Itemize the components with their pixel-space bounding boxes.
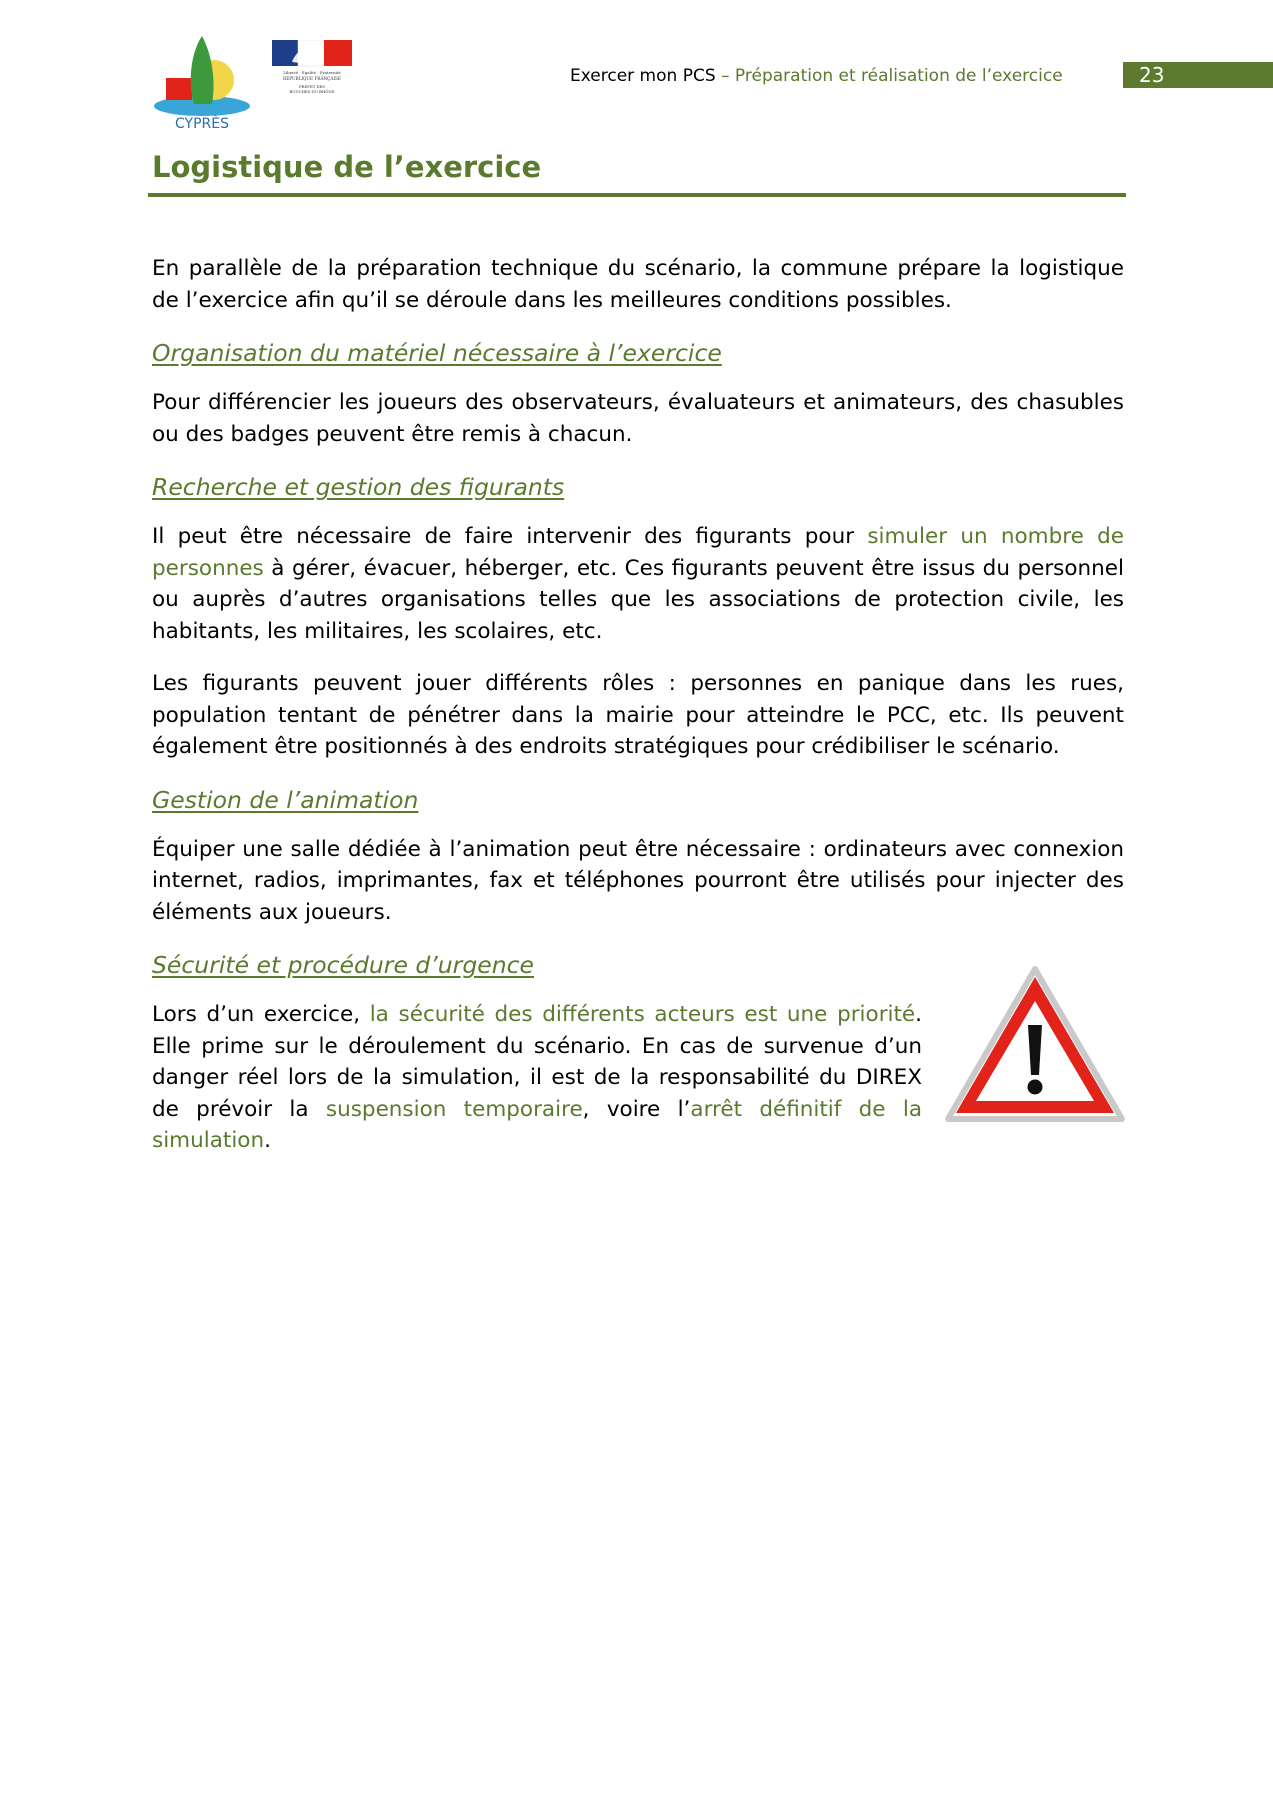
cypres-logo xyxy=(150,34,255,130)
svg-text:RÉPUBLIQUE FRANÇAISE: RÉPUBLIQUE FRANÇAISE xyxy=(283,76,341,81)
securite-paragraph: Lors d’un exercice, la sécurité des différents acteurs est une priorité. Elle prime sur le déroulement du scénario. En cas de survenue d’un danger réel lors de la simulation, il est de la responsabilité du DIREX de prévoir la suspension temporaire, voire l’arrêt définitif de la simulation. xyxy=(152,1002,923,1153)
figurants-paragraph-1: Il peut être nécessaire de faire intervenir des figurants pour simuler un nombre de personnes à gérer, évacuer, héberger, etc. Ces figurants peuvent être issus du personnel ou auprès d’autres organisations telles que les associations de protection civile, les habitants, les militaires, les scolaires, etc. xyxy=(152,524,1124,644)
page-title: Logistique de l’exercice xyxy=(152,150,542,184)
highlight-suspension: suspension temporaire xyxy=(325,1096,583,1122)
svg-text:BOUCHES-DU-RHÔNE: BOUCHES-DU-RHÔNE xyxy=(289,89,335,94)
section-title: Préparation et réalisation de l’exercice xyxy=(734,66,1063,86)
figurants-paragraph-2: Les figurants peuvent jouer différents rôles : personnes en panique dans les rues, population tentant de pénétrer dans la mairie pour atteindre le PCC, etc. Ils peuvent également être positionnés à des endroits stratégiques pour crédibiliser le scénario. xyxy=(152,671,1124,759)
animation-paragraph: Équiper une salle dédiée à l’animation peut être nécessaire : ordinateurs avec connexion internet, radios, imprimantes, fax et téléphones pourront être utilisés pour injecter des éléments aux joueurs. xyxy=(152,836,1124,925)
header-separator: – xyxy=(715,66,735,86)
heading-animation: Gestion de l’animation xyxy=(152,785,419,814)
highlight-simuler: simuler un nombre de personnes xyxy=(152,524,1124,581)
highlight-arret: arrêt définitif de la simulation xyxy=(152,1096,922,1153)
materiel-paragraph: Pour différencier les joueurs des observateurs, évaluateurs et animateurs, des chasubles ou des badges peuvent être remis à chacun. xyxy=(152,390,1124,447)
page-number: 23 xyxy=(1123,62,1273,88)
warning-sign-icon xyxy=(942,963,1128,1127)
cypres-logo-text: CYPRÈS xyxy=(175,116,229,130)
heading-materiel: Organisation du matériel nécessaire à l’exercice xyxy=(152,339,722,367)
highlight-priorite: la sécurité des différents acteurs est une priorité xyxy=(369,1002,916,1027)
prefet-logo xyxy=(272,40,354,110)
title-underline xyxy=(148,193,1126,197)
heading-figurants: Recherche et gestion des figurants xyxy=(152,473,565,501)
svg-text:Liberté · Égalité · Fraternité: Liberté · Égalité · Fraternité xyxy=(283,70,341,75)
heading-securite: Sécurité et procédure d’urgence xyxy=(152,951,534,979)
securite-section xyxy=(152,949,1124,1157)
intro-paragraph: En parallèle de la préparation technique du scénario, la commune prépare la logistique de l’exercice afin qu’il se déroule dans les meilleures conditions possibles. xyxy=(152,256,1124,313)
main-content xyxy=(152,253,1124,1178)
running-header xyxy=(570,66,1063,86)
svg-text:PRÉFET DES: PRÉFET DES xyxy=(299,84,325,89)
doc-title: Exercer mon PCS xyxy=(570,66,716,86)
